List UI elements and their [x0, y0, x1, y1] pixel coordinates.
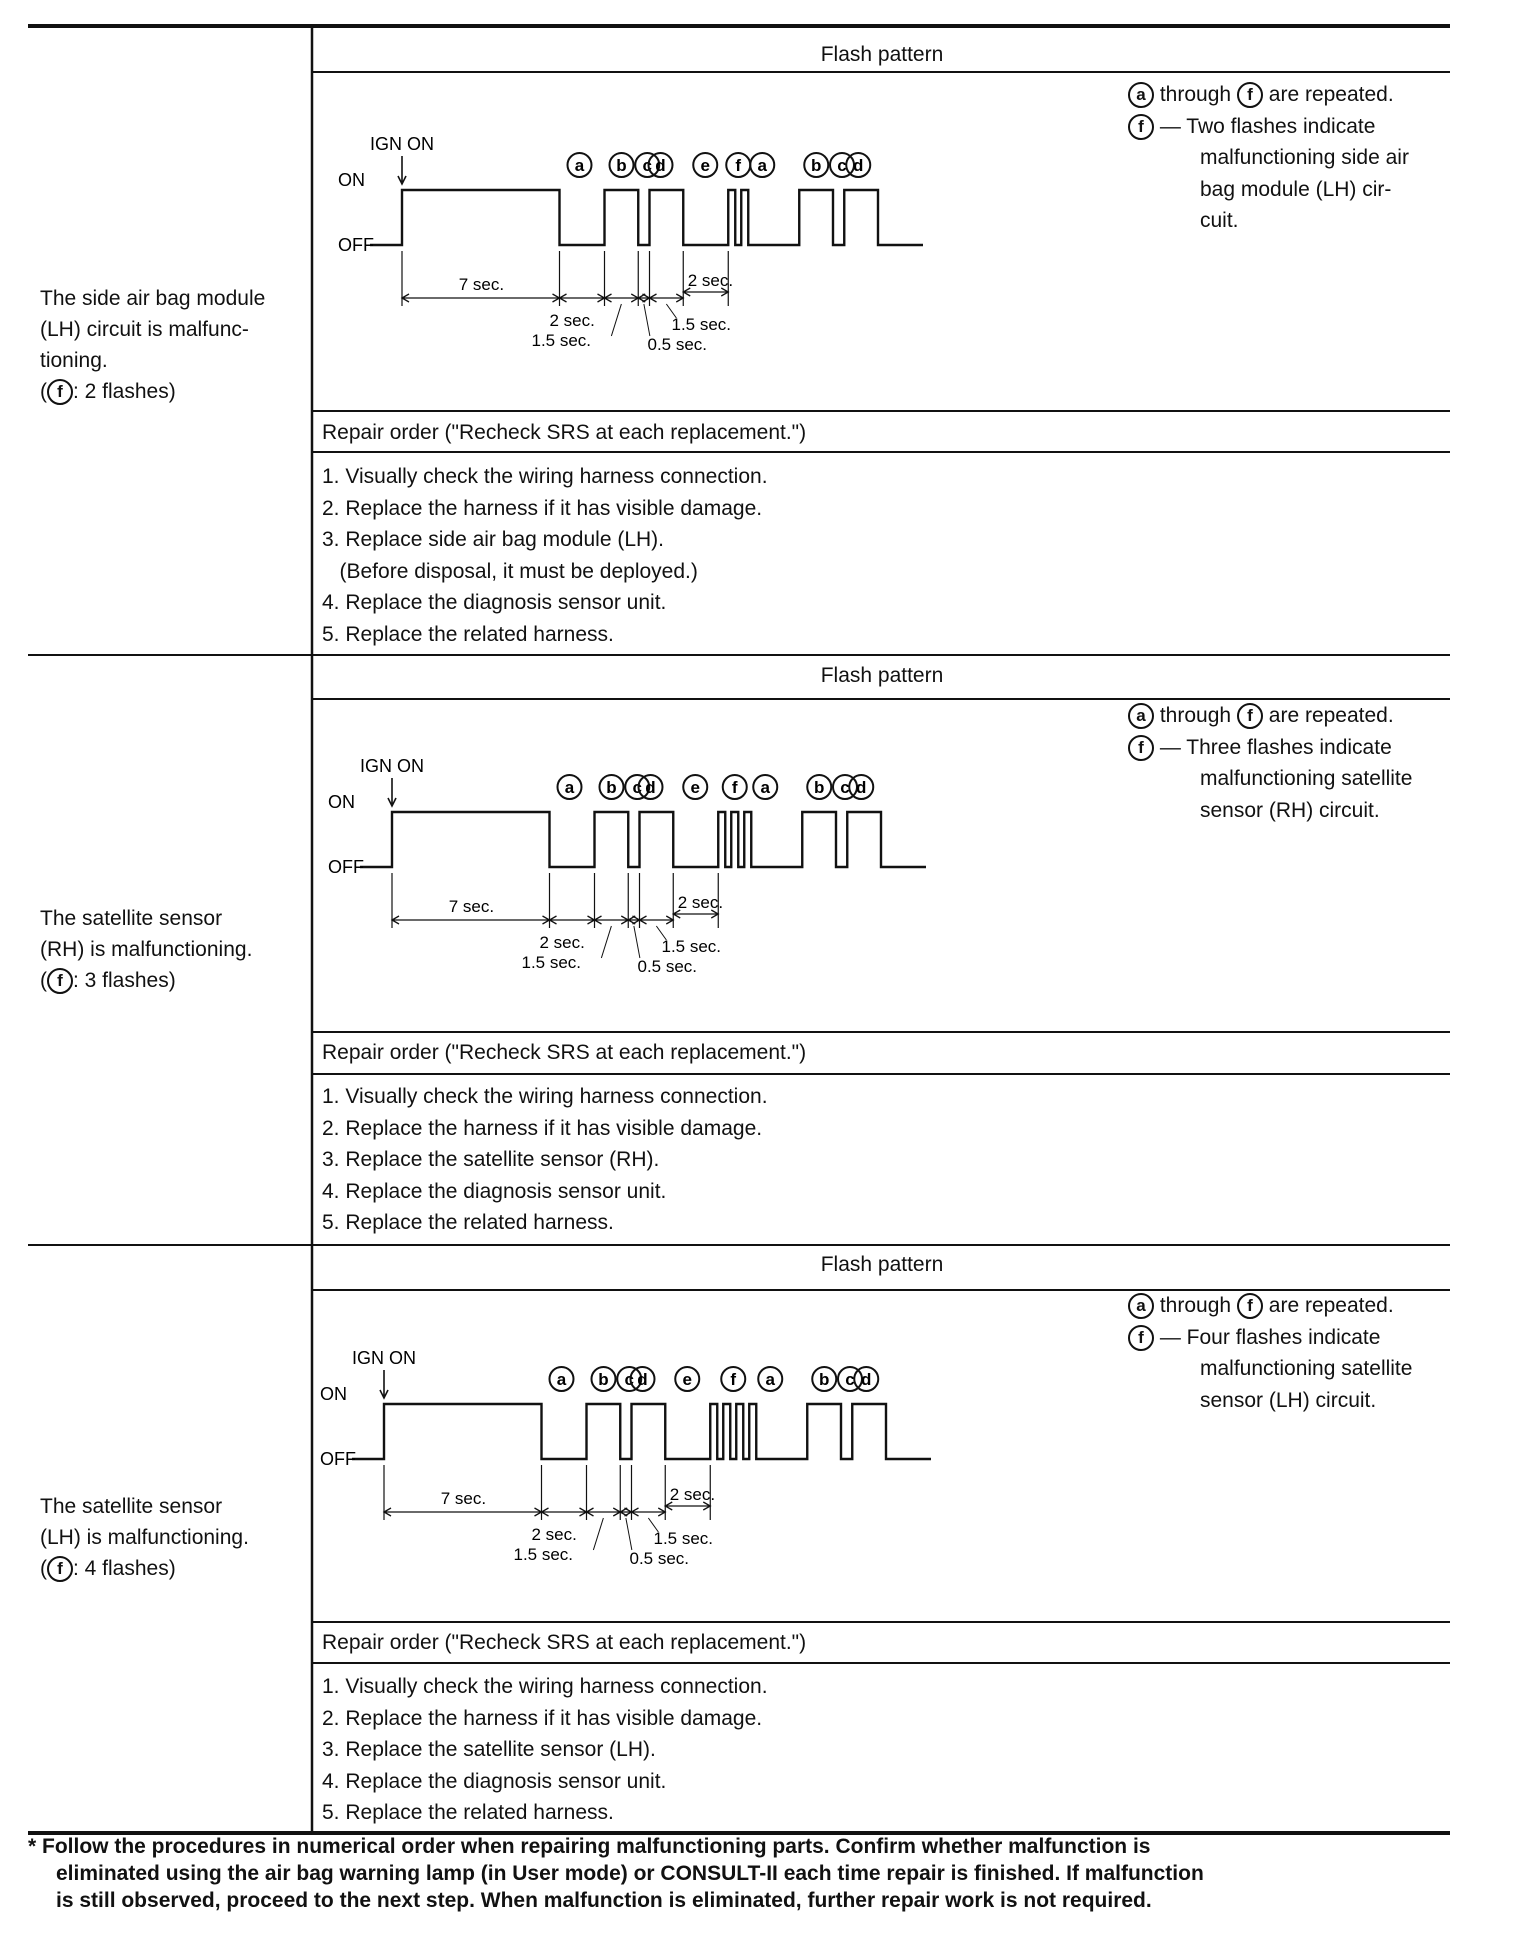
repair-step: 1. Visually check the wiring harness connection. — [322, 1085, 768, 1108]
repair-step: (Before disposal, it must be deployed.) — [322, 559, 698, 583]
t15a-label: 1.5 sec. — [531, 331, 592, 350]
t05-label: 0.5 sec. — [637, 957, 698, 976]
off-label: OFF — [320, 1449, 356, 1469]
leader-line — [601, 926, 611, 958]
mark-f-icon: f — [1237, 1293, 1263, 1319]
dimension-1-5sec — [587, 1508, 621, 1516]
mark-a-icon: a — [1128, 1293, 1154, 1319]
mark-c-label: c — [632, 778, 642, 797]
repair-step: 2. Replace the harness if it has visible damage. — [322, 1706, 763, 1730]
flash-pattern-header: Flash pattern — [820, 664, 944, 687]
t15a-label: 1.5 sec. — [513, 1545, 574, 1564]
mark-a-label: a — [574, 156, 585, 175]
dimension-2sec — [550, 916, 595, 924]
mark-e-label: e — [700, 156, 710, 175]
dimension-0-5sec — [620, 1508, 631, 1516]
mark-a-label: a — [765, 1370, 775, 1389]
mark-f-icon: f — [1128, 735, 1154, 761]
mark-a-icon: a — [1128, 82, 1154, 108]
repair-step: 2. Replace the harness if it has visible damage. — [322, 1116, 763, 1140]
t15b-label: 1.5 sec. — [661, 937, 722, 956]
repair-step: 3. Replace the satellite sensor (LH). — [322, 1738, 656, 1761]
mark-c-label: c — [845, 1370, 855, 1389]
repair-steps — [322, 461, 768, 650]
mark-c-label: c — [840, 778, 850, 797]
label-line: The side air bag module — [40, 287, 266, 310]
repair-step: 5. Replace the related harness. — [322, 1801, 614, 1824]
mark-d-label: d — [645, 778, 656, 797]
dimension-2sec — [560, 294, 605, 302]
t2a-label: 2 sec. — [539, 933, 585, 952]
dimension-1-5sec — [650, 294, 684, 302]
dimension-7sec — [402, 294, 560, 302]
mark-c-label: c — [642, 156, 652, 175]
flash-count-line: ( f : 4 flashes) — [40, 1553, 310, 1584]
ign-arrow — [398, 156, 406, 184]
repair-step: 1. Visually check the wiring harness connection. — [322, 465, 768, 488]
mark-d-label: d — [655, 156, 666, 175]
mark-a-label: a — [564, 778, 575, 797]
flash-count-line: ( f : 3 flashes) — [40, 965, 310, 996]
leader-line — [634, 926, 640, 958]
mark-b-label: b — [606, 778, 617, 797]
repair-step: 2. Replace the harness if it has visible damage. — [322, 496, 763, 520]
dimension-2sec — [542, 1508, 587, 1516]
ign-on-label: IGN ON — [360, 756, 425, 776]
t2b-label: 2 sec. — [677, 893, 724, 912]
flash-pattern-header: Flash pattern — [820, 43, 944, 66]
on-label: ON — [328, 792, 355, 812]
section-2-condition — [40, 903, 310, 996]
ign-on-label: IGN ON — [370, 134, 435, 154]
repair-steps — [322, 1081, 768, 1239]
section-3-condition — [40, 1491, 310, 1584]
dimension-1-5sec — [640, 916, 674, 924]
t7-label: 7 sec. — [440, 1489, 487, 1508]
label-line: The satellite sensor — [40, 907, 223, 930]
mark-a-label: a — [757, 156, 767, 175]
mark-f-icon: f — [47, 968, 73, 994]
t2a-label: 2 sec. — [549, 311, 595, 330]
mark-f-icon: f — [47, 1556, 73, 1582]
repair-step: 3. Replace side air bag module (LH). — [322, 528, 665, 551]
repair-steps — [322, 1671, 768, 1829]
mark-d-label: d — [861, 1370, 872, 1389]
t15a-label: 1.5 sec. — [521, 953, 582, 972]
flash-count-line: ( f : 2 flashes) — [40, 376, 310, 407]
mark-e-label: e — [690, 778, 700, 797]
label-line: (LH) circuit is malfunc- — [40, 318, 249, 341]
t05-label: 0.5 sec. — [629, 1549, 690, 1568]
mark-b-label: b — [819, 1370, 830, 1389]
repair-order-header: Repair order ("Recheck SRS at each replacement.") — [322, 1631, 807, 1654]
dimension-0-5sec — [628, 916, 639, 924]
label-line: (LH) is malfunctioning. — [40, 1526, 249, 1549]
t7-label: 7 sec. — [448, 897, 495, 916]
mark-d-label: d — [853, 156, 864, 175]
footer-note: * Follow the procedures in numerical order when repairing malfunctioning parts. Confirm whether malfunction is eliminated using the air bag warning lamp (in User mode) or CONSULT-II each time repair is finished. If malfunction is still observed, proceed to the next step. When malfunction is eliminated, further repair work is not required. — [28, 1835, 1204, 1912]
repair-order-header: Repair order ("Recheck SRS at each replacement.") — [322, 421, 807, 444]
mark-b-label: b — [598, 1370, 609, 1389]
dimension-1-5sec — [595, 916, 629, 924]
flash-pattern-diagram — [312, 1334, 932, 1574]
t15b-label: 1.5 sec. — [653, 1529, 714, 1548]
flash-pattern-diagram — [330, 120, 950, 360]
repair-step: 3. Replace the satellite sensor (RH). — [322, 1148, 660, 1171]
label-line: The satellite sensor — [40, 1495, 223, 1518]
repair-step: 1. Visually check the wiring harness connection. — [322, 1675, 768, 1698]
mark-f-label: f — [730, 1370, 737, 1389]
section-2-note: a through f are repeated. f — Three flashes indicate malfunctioning satellite sensor (RH) circuit. — [1128, 700, 1412, 826]
leader-line — [611, 304, 621, 336]
mark-f-label: f — [735, 156, 742, 175]
repair-step: 5. Replace the related harness. — [322, 1211, 614, 1234]
on-label: ON — [320, 1384, 347, 1404]
dimension-1-5sec — [605, 294, 639, 302]
leader-line — [644, 304, 650, 336]
on-label: ON — [338, 170, 365, 190]
section-1-note: a through f are repeated. f — Two flashes indicate malfunctioning side air bag module (LH) cir- cuit. — [1128, 79, 1409, 237]
ign-on-label: IGN ON — [352, 1348, 417, 1368]
mark-a-icon: a — [1128, 703, 1154, 729]
mark-f-icon: f — [47, 379, 73, 405]
mark-b-label: b — [616, 156, 627, 175]
t15b-label: 1.5 sec. — [671, 315, 732, 334]
waveform-line — [360, 812, 926, 867]
mark-d-label: d — [856, 778, 867, 797]
mark-a-label: a — [760, 778, 770, 797]
section-1-condition — [40, 283, 310, 407]
mark-f-label: f — [731, 778, 738, 797]
mark-f-icon: f — [1128, 114, 1154, 140]
mark-e-label: e — [682, 1370, 692, 1389]
leader-line — [626, 1518, 632, 1550]
dimension-7sec — [384, 1508, 542, 1516]
label-line: tioning. — [40, 349, 108, 372]
t7-label: 7 sec. — [458, 275, 505, 294]
t05-label: 0.5 sec. — [647, 335, 708, 354]
mark-f-icon: f — [1128, 1325, 1154, 1351]
label-line: (RH) is malfunctioning. — [40, 938, 253, 961]
mark-b-label: b — [814, 778, 825, 797]
flash-pattern-header: Flash pattern — [820, 1253, 944, 1276]
dimension-1-5sec — [632, 1508, 666, 1516]
waveform-line — [370, 190, 923, 245]
repair-step: 4. Replace the diagnosis sensor unit. — [322, 1769, 667, 1793]
mark-c-label: c — [837, 156, 847, 175]
mark-f-icon: f — [1237, 703, 1263, 729]
mark-b-label: b — [811, 156, 822, 175]
repair-order-header: Repair order ("Recheck SRS at each replacement.") — [322, 1041, 807, 1064]
ign-arrow — [388, 778, 396, 806]
repair-step: 5. Replace the related harness. — [322, 622, 614, 646]
waveform-line — [352, 1404, 931, 1459]
off-label: OFF — [338, 235, 374, 255]
t2b-label: 2 sec. — [669, 1485, 716, 1504]
repair-step: 4. Replace the diagnosis sensor unit. — [322, 1179, 667, 1203]
t2b-label: 2 sec. — [687, 271, 734, 290]
mark-f-icon: f — [1237, 82, 1263, 108]
off-label: OFF — [328, 857, 364, 877]
flash-pattern-diagram — [320, 742, 940, 982]
dimension-0-5sec — [638, 294, 649, 302]
mark-d-label: d — [637, 1370, 648, 1389]
t2a-label: 2 sec. — [531, 1525, 577, 1544]
repair-step: 4. Replace the diagnosis sensor unit. — [322, 591, 667, 614]
mark-c-label: c — [624, 1370, 634, 1389]
dimension-7sec — [392, 916, 550, 924]
section-3-note: a through f are repeated. f — Four flashes indicate malfunctioning satellite sensor (LH) circuit. — [1128, 1290, 1412, 1416]
leader-line — [593, 1518, 603, 1550]
mark-a-label: a — [556, 1370, 567, 1389]
ign-arrow — [380, 1370, 388, 1398]
